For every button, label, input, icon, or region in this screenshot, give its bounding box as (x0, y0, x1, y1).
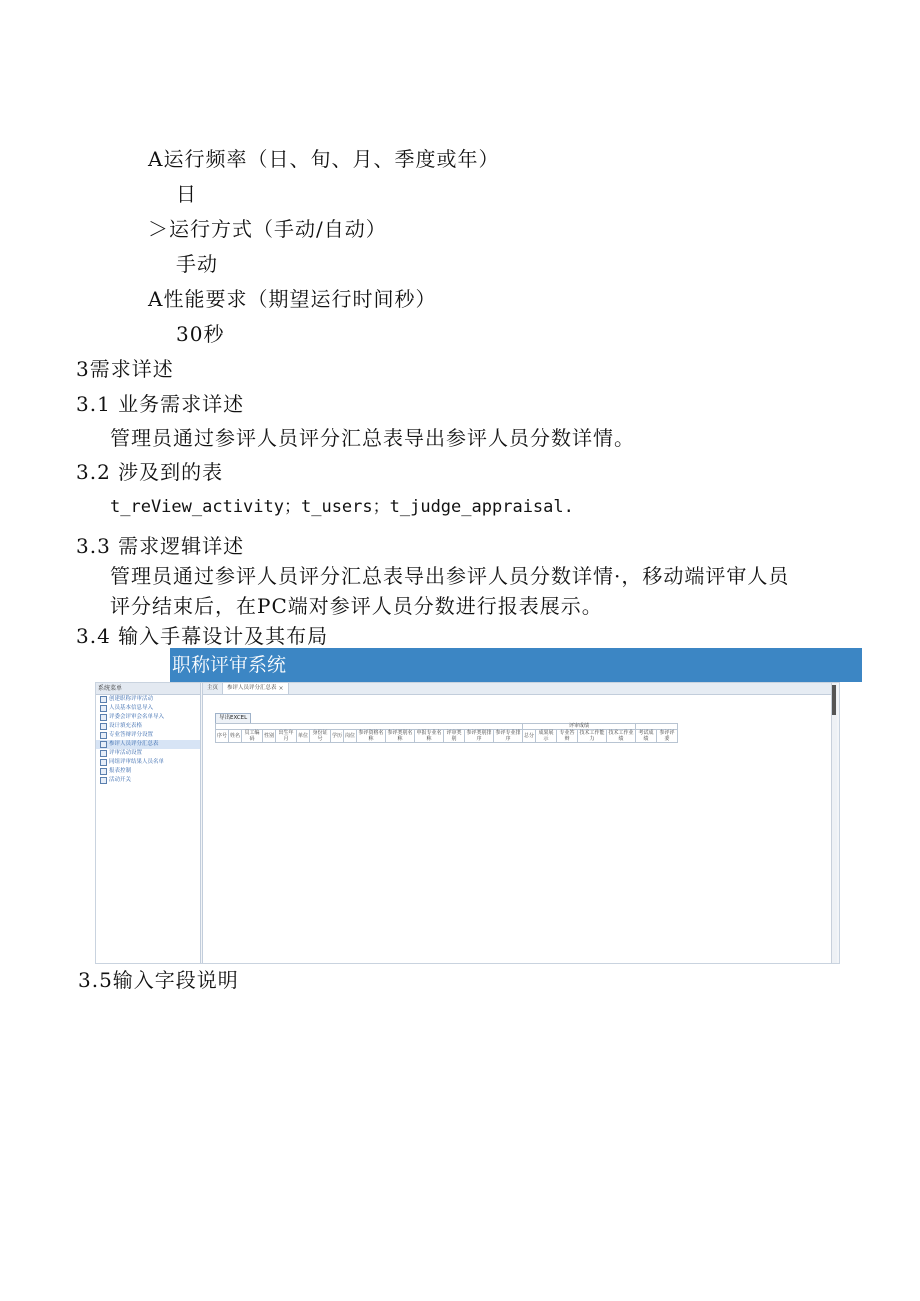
sidebar-item[interactable] (96, 740, 200, 749)
mode-label: ＞运行方式（手动/自动） (148, 217, 387, 241)
sidebar-title: 系统菜单 (96, 683, 200, 695)
section-3-2-heading: 3.2 涉及到的表 (76, 460, 224, 484)
table-column-header: 学历 (331, 730, 344, 743)
menu-item-icon (100, 723, 107, 730)
table-column-header: 参评类别排序 (466, 730, 492, 742)
sidebar-item-label: 专业答辩评分设置 (109, 732, 154, 738)
section-3-1-text: 管理员通过参评人员评分汇总表导出参评人员分数详情。 (110, 426, 635, 450)
menu-item-icon (100, 768, 107, 775)
freq-label: A运行频率（日、旬、月、季度或年） (148, 147, 500, 171)
sidebar-item[interactable] (96, 713, 200, 722)
sidebar-item-label: 创建职称评审活动 (109, 696, 154, 702)
table-column-header: 参评类别名称 (387, 730, 413, 742)
table-header-row (216, 730, 678, 743)
sidebar-item-label: 设计填充表格 (109, 723, 143, 729)
table-column-header: 单位 (297, 730, 310, 743)
sidebar-item-label: 人员基本信息导入 (109, 705, 154, 711)
perf-value: 30秒 (176, 322, 225, 346)
sidebar-item[interactable] (96, 704, 200, 713)
app-window (95, 682, 840, 964)
section-3-2-text: t_reView_activity；t_users；t_judge_appraisal. (110, 497, 574, 517)
section-3-heading: 3需求详述 (76, 357, 174, 381)
table-group-header: 评审成绩 (523, 724, 636, 730)
table-column-header: 技术工作业绩 (608, 730, 634, 742)
section-3-3-heading: 3.3 需求逻辑详述 (76, 534, 245, 558)
section-3-1-heading: 3.1 业务需求详述 (76, 392, 245, 416)
freq-value: 日 (176, 182, 197, 206)
table-column-header: 总分 (523, 730, 536, 743)
sidebar-item[interactable] (96, 695, 200, 704)
section-3-5-heading: 3.5输入字段说明 (78, 968, 239, 992)
table-column-header: 技术工作能力 (579, 730, 605, 742)
section-3-3-text-1: 管理员通过参评人员评分汇总表导出参评人员分数详情·，移动端评审人员 (110, 564, 790, 588)
system-banner: 职称评审系统 (170, 648, 862, 682)
table-column-header: 成果展示 (536, 730, 557, 743)
tab-bar (203, 683, 837, 695)
table-column-header: 参评评委 (657, 730, 678, 743)
sidebar-item-label: 报表控制 (109, 768, 132, 774)
table-column-header: 岗位 (344, 730, 357, 743)
sidebar-item-label: 同组评审结果人员名单 (109, 759, 165, 765)
table-column-header: 姓名 (229, 730, 242, 743)
menu-item-icon (100, 705, 107, 712)
score-table (215, 723, 678, 743)
sidebar-item[interactable] (96, 749, 200, 758)
table-column-header: 参评专业排序 (495, 730, 521, 742)
table-column-header: 身份证号 (310, 730, 331, 743)
sidebar (96, 683, 201, 963)
tab-score-summary-label: 参评人员评分汇总表 (227, 685, 277, 691)
sidebar-item-label: 评审活动设置 (109, 750, 143, 756)
tab-home[interactable] (203, 683, 223, 694)
table-column-header: 性别 (263, 730, 276, 743)
scroll-thumb[interactable] (832, 685, 836, 715)
menu-item-icon (100, 714, 107, 721)
menu-item-icon (100, 696, 107, 703)
sidebar-item[interactable] (96, 767, 200, 776)
table-column-header: 出生年月 (276, 730, 297, 743)
export-excel-button[interactable]: 导出EXCEL (215, 713, 251, 724)
sidebar-item-label: 活动开关 (109, 777, 132, 783)
main-panel (202, 683, 837, 963)
sidebar-item-label: 评委会评审会名单导入 (109, 714, 165, 720)
ui-screenshot (95, 648, 840, 964)
mode-value: 手动 (176, 252, 218, 276)
table-column-header: 评审类别 (444, 730, 465, 743)
table-column-header: 申报专业名称 (416, 730, 442, 742)
table-column-header: 考试成绩 (636, 730, 657, 743)
vertical-scrollbar[interactable] (831, 683, 837, 963)
sidebar-item[interactable] (96, 731, 200, 740)
menu-item-icon (100, 759, 107, 766)
tab-home-label: 主页 (207, 685, 219, 691)
menu-item-icon (100, 777, 107, 784)
sidebar-item-label: 参评人员评分汇总表 (109, 741, 159, 747)
menu-item-icon (100, 732, 107, 739)
table-column-header: 专业答辩 (557, 730, 578, 743)
section-3-3-text-2: 评分结束后，在PC端对参评人员分数进行报表展示。 (110, 594, 603, 618)
perf-label: A性能要求（期望运行时间秒） (148, 287, 437, 311)
menu-item-icon (100, 741, 107, 748)
table-column-header: 员工编码 (242, 730, 263, 743)
close-icon[interactable]: × (278, 685, 284, 692)
sidebar-menu (96, 695, 200, 785)
sidebar-item[interactable] (96, 758, 200, 767)
section-3-4-heading: 3.4 输入手幕设计及其布局 (76, 624, 329, 648)
menu-item-icon (100, 750, 107, 757)
tab-score-summary[interactable] (223, 683, 289, 694)
sidebar-item[interactable] (96, 776, 200, 785)
sidebar-item[interactable] (96, 722, 200, 731)
table-column-header: 序号 (216, 730, 229, 743)
table-column-header: 参评资格名称 (358, 730, 384, 742)
